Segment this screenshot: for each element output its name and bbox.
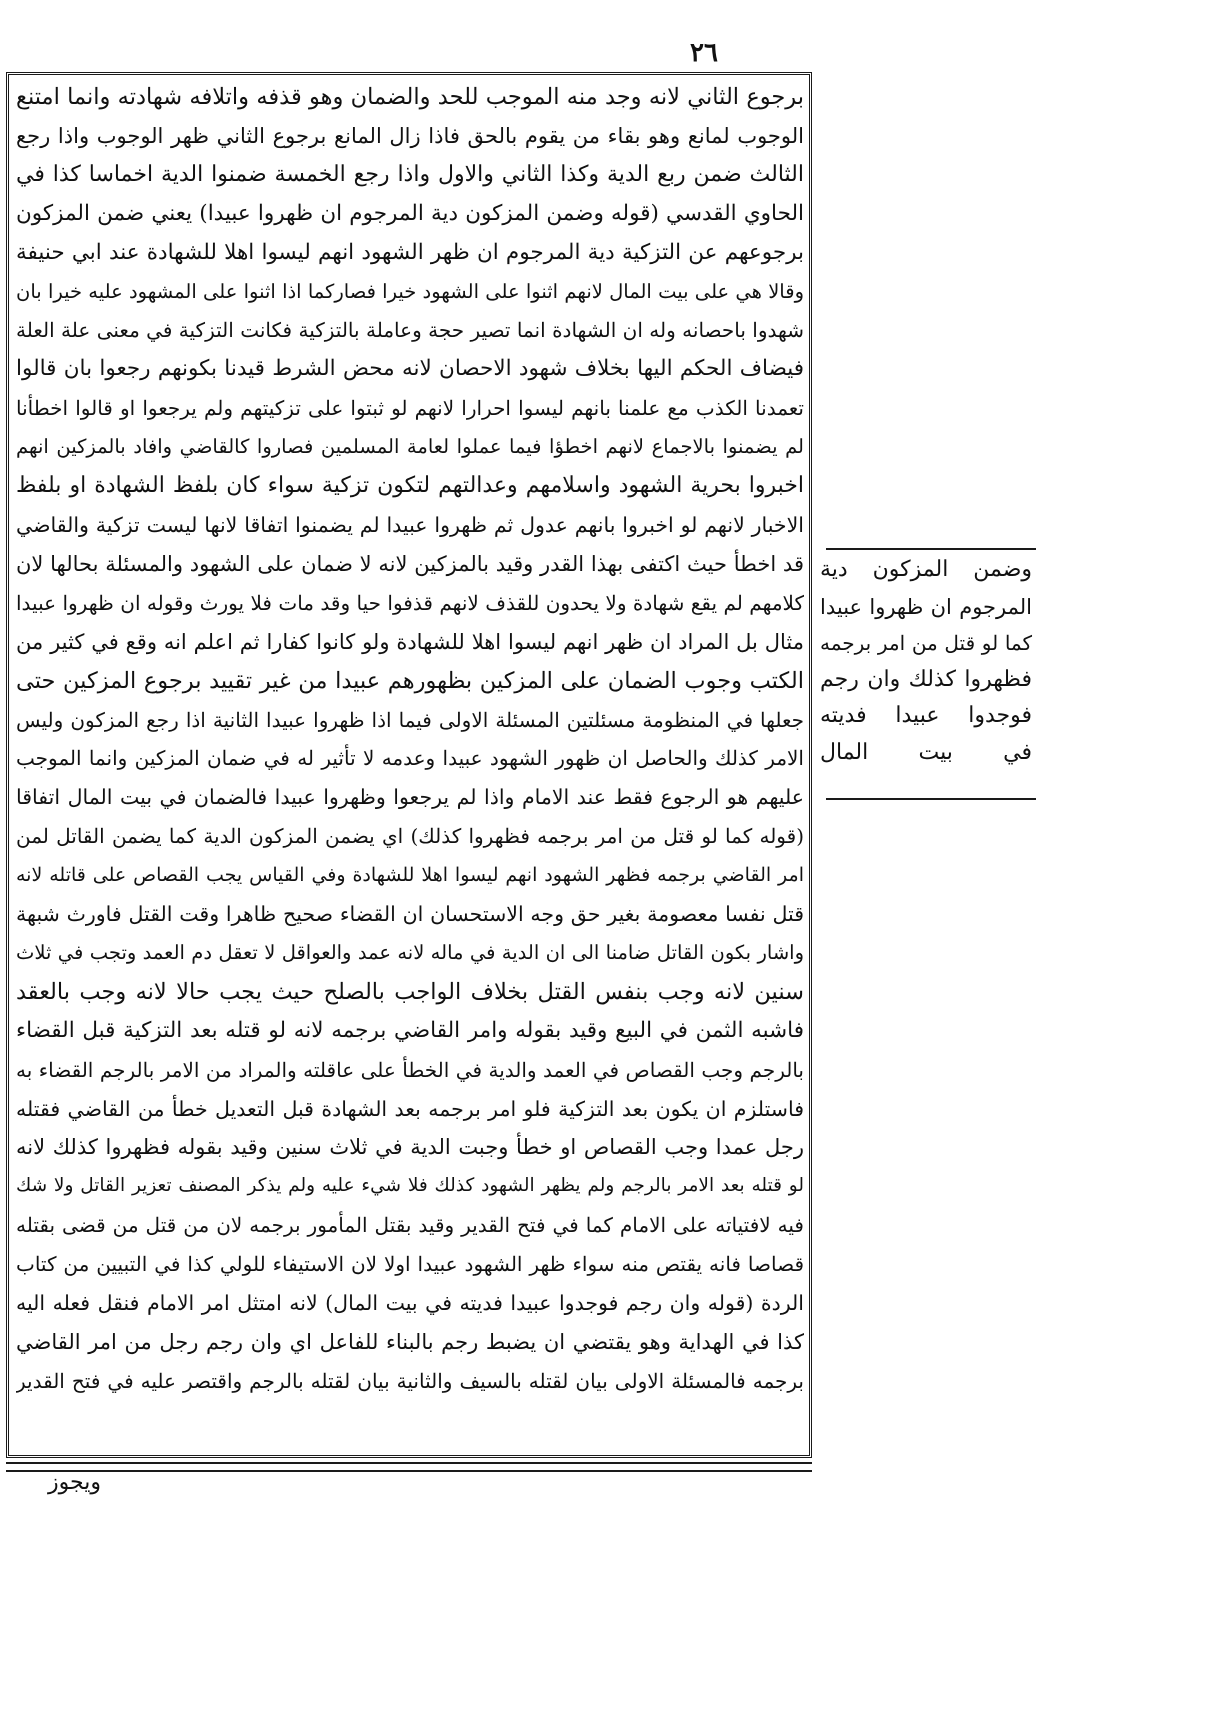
main-text-line: الوجوب لمانع وهو بقاء من يقوم بالحق فاذا زال المانع برجوع الثاني ظهر الوجوب واذا رجع (16, 123, 804, 148)
margin-note-line: في بيت المال (820, 739, 1032, 765)
margin-note-line: فوجدوا عبيدا فديته (820, 703, 1032, 728)
margin-note-bottom-rule (826, 798, 1036, 800)
main-text-line: لو قتله بعد الامر بالرجم ولم يظهر الشهود كذلك فلا شيء عليه ولم يذكر المصنف تعزير القاتل ولا شك (16, 1175, 804, 1197)
main-text-block (16, 78, 804, 1452)
main-text-line: لم يضمنوا بالاجماع لانهم اخطؤا فيما عملوا لعامة المسلمين فصاروا كالقاضي وافاد بالمزكين انهم (16, 435, 804, 459)
bottom-rule (6, 1462, 812, 1472)
main-text-line: سنين لانه وجب بنفس القتل بخلاف الواجب بالصلح حيث يجب حالا لانه وجب بالعقد (16, 978, 804, 1005)
main-text-line: الامر كذلك والحاصل ان ظهور الشهود عبيدا وعدمه لا تأثير له في ضمان المزكين وانما الموجب (16, 746, 804, 771)
margin-note-line: المرجوم ان ظهروا عبيدا (820, 594, 1032, 619)
main-text-line: شهدوا باحصانه وله ان الشهادة انما تصير حجة وعاملة بالتزكية فكانت التزكية في معنى علة العلة (16, 318, 804, 343)
main-text-line: بالرجم وجب القصاص في العمد والدية في الخطأ على عاقلته والمراد من الامر بالرجم القضاء به (16, 1057, 804, 1082)
main-text-line: تعمدنا الكذب مع علمنا بانهم ليسوا احرارا لانهم لو ثبتوا على تزكيتهم ولم يرجعوا او قالوا اخطأنا (16, 396, 804, 421)
main-text-line: الردة (قوله وان رجم فوجدوا عبيدا فديته في بيت المال) لانه امتثل امر الامام فنقل فعله اليه (16, 1291, 804, 1316)
main-text-line: قد اخطأ حيث اكتفى بهذا القدر وقيد بالمزكين لانه لا ضمان على الشهود والمسئلة بحالها لان (16, 551, 804, 576)
main-text-line: اخبروا بحرية الشهود واسلامهم وعدالتهم لتكون تزكية سواء كان بلفظ الشهادة او بلفظ (16, 473, 804, 499)
main-text-line: وقالا هي على بيت المال لانهم اثنوا على الشهود خيرا فصاركما اذا اثنوا على المشهود عليه خيرا بان (16, 279, 804, 303)
main-text-line: فيه لافتياته على الامام كما في فتح القدير وقيد بقتل المأمور برجمه لان من قتل من قضى بقتله (16, 1213, 804, 1238)
main-text-line: امر القاضي برجمه فظهر الشهود انهم ليسوا اهلا للشهادة وفي القياس يجب القصاص على قاتله لانه (16, 864, 804, 887)
main-text-line: مثال بل المراد ان ظهر انهم ليسوا اهلا للشهادة ولو كانوا كفارا ثم اعلم انه وقع في كثير من (16, 629, 804, 654)
main-text-line: الحاوي القدسي (قوله وضمن المزكون دية المرجوم ان ظهروا عبيدا) يعني ضمن المزكون (16, 200, 804, 226)
main-text-line: (قوله كما لو قتل من امر برجمه فظهروا كذلك) اي يضمن المزكون الدية كما يضمن القاتل لمن (16, 824, 804, 849)
main-text-line: الاخبار لانهم لو اخبروا بانهم عدول ثم ظهروا عبيدا لم يضمنوا اتفاقا لانها ليست تزكية والقاضي (16, 512, 804, 537)
main-text-line: جعلها في المنظومة مسئلتين المسئلة الاولى فيما اذا ظهروا عبيدا الثانية اذا رجع المزكون وليس (16, 707, 804, 732)
main-text-line: قتل نفسا معصومة بغير حق وجه الاستحسان ان القضاء صحيح ظاهرا وقت القتل فاورث شبهة (16, 902, 804, 927)
margin-note (820, 552, 1032, 771)
main-text-line: برجوع الثاني لانه وجد منه الموجب للحد والضمان وهو قذفه واتلافه شهادته وانما امتنع (16, 84, 804, 110)
margin-note-line: فظهروا كذلك وان رجم (820, 666, 1032, 692)
main-text-line: الكتب وجوب الضمان على المزكين بظهورهم عبيدا من غير تقييد برجوع المزكين حتى (16, 667, 804, 694)
main-text-line: قصاصا فانه يقتص منه سواء ظهر الشهود عبيدا اولا لان الاستيفاء للولي كذا في التبيين من كتاب (16, 1252, 804, 1277)
main-text-line: فاشبه الثمن في البيع وقيد بقوله وامر القاضي برجمه لانه لو قتله بعد التزكية قبل القضاء (16, 1017, 804, 1043)
main-text-line: فيضاف الحكم اليها بخلاف شهود الاحصان لانه محض الشرط قيدنا بكونهم رجعوا بان قالوا (16, 356, 804, 382)
main-text-line: واشار بكون القاتل ضامنا الى ان الدية في ماله لانه عمد والعواقل لا تعقل دم العمد وتجب في ثلاث (16, 940, 804, 964)
main-text-line: الثالث ضمن ربع الدية وكذا الثاني والاول واذا رجع الخمسة ضمنوا الدية اخماسا كذا في (16, 161, 804, 187)
main-text-line: عليهم هو الرجوع فقط عند الامام واذا لم يرجعوا وظهروا عبيدا فالضمان في بيت المال اتفاقا (16, 785, 804, 810)
main-text-line: فاستلزم ان يكون بعد التزكية فلو امر برجمه بعد الشهادة قبل التعديل خطأ من القاضي فقتله (16, 1096, 804, 1121)
margin-note-top-rule (826, 548, 1036, 550)
page-number: ٢٦ (690, 38, 718, 68)
margin-note-line: كما لو قتل من امر برجمه (820, 631, 1032, 655)
main-text-line: كذا في الهداية وهو يقتضي ان يضبط رجم بالبناء للفاعل اي وان رجم رجل من امر القاضي (16, 1330, 804, 1354)
catchword: ويجوز (48, 1470, 101, 1495)
margin-note-line: وضمن المزكون دية (820, 557, 1032, 582)
main-text-line: برجوعهم عن التزكية دية المرجوم ان ظهر الشهود انهم ليسوا اهلا للشهادة عند ابي حنيفة (16, 239, 804, 265)
main-text-line: كلامهم لم يقع شهادة ولا يحدون للقذف لانهم قذفوا حيا وقد مات فلا يورث وقوله ان ظهروا عبيدا (16, 590, 804, 615)
main-text-line: برجمه فالمسئلة الاولى بيان لقتله بالسيف والثانية بيان لقتله بالرجم واقتصر عليه في فتح القدير (16, 1368, 804, 1393)
main-text-line: رجل عمدا وجب القصاص او خطأ وجبت الدية في ثلاث سنين وقيد بقوله فظهروا كذلك لانه (16, 1135, 804, 1160)
